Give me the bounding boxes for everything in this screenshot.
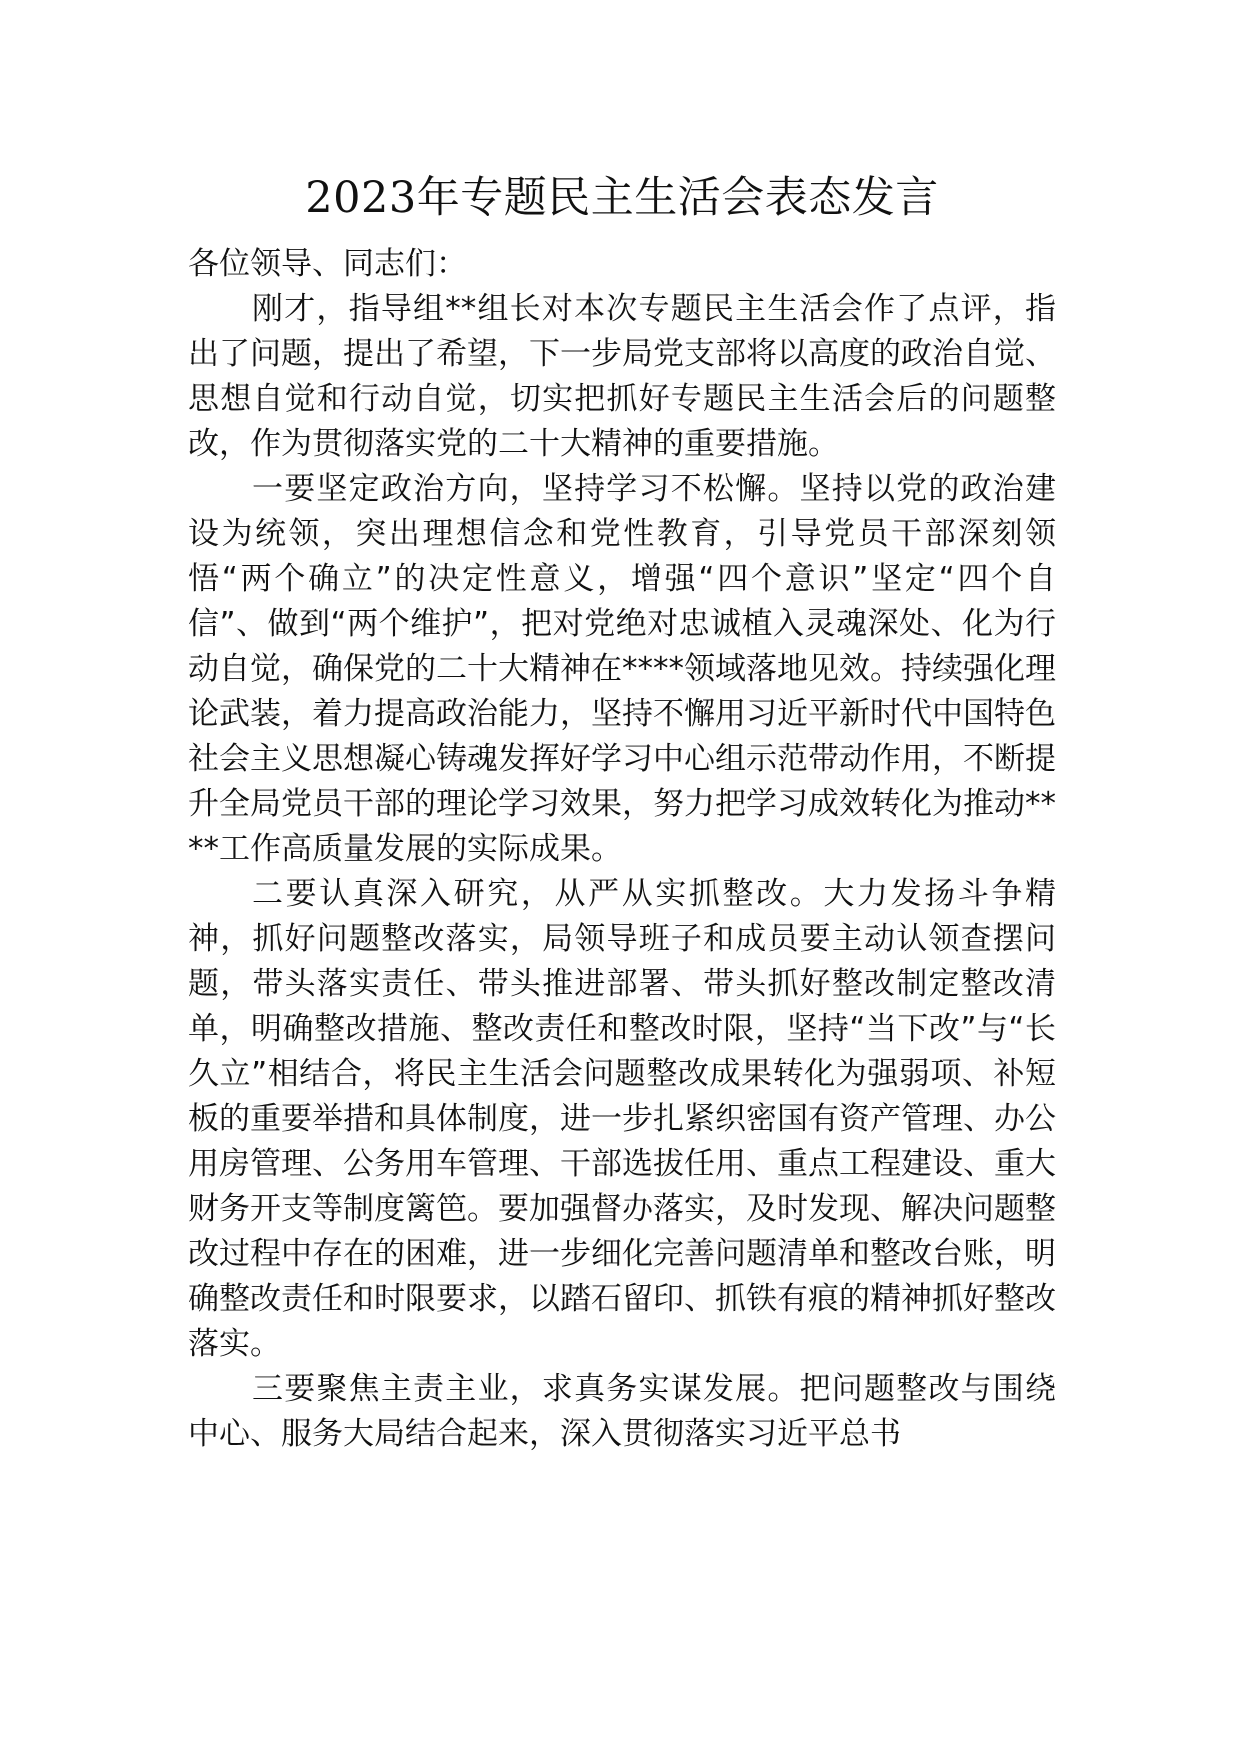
document-title: 2023年专题民主生活会表态发言 (305, 173, 939, 223)
paragraph-1: 刚才，指导组**组长对本次专题民主生活会作了点评，指出了问题，提出了希望，下一步局党支部将以高度的政治自觉、思想自觉和行动自觉，切实把抓好专题民主生活会后的问题整改，作为贯彻落实党的二十大精神的重要措施。 (188, 291, 1056, 462)
document-page (188, 168, 1056, 1457)
paragraph-4: 三要聚焦主责主业，求真务实谋发展。把问题整改与围绕中心、服务大局结合起来，深入贯彻落实习近平总书 (188, 1371, 1056, 1452)
paragraph-3: 二要认真深入研究，从严从实抓整改。大力发扬斗争精神，抓好问题整改落实，局领导班子和成员要主动认领查摆问题，带头落实责任、带头推进部署、带头抓好整改制定整改清单，明确整改措施、整改责任和整改时限，坚持“当下改”与“长久立”相结合，将民主生活会问题整改成果转化为强弱项、补短板的重要举措和具体制度，进一步扎紧织密国有资产管理、办公用房管理、公务用车管理、干部选拔任用、重点工程建设、重大财务开支等制度篱笆。要加强督办落实，及时发现、解决问题整改过程中存在的困难，进一步细化完善问题清单和整改台账，明确整改责任和时限要求，以踏石留印、抓铁有痕的精神抓好整改落实。 (188, 876, 1056, 1362)
paragraph-2: 一要坚定政治方向，坚持学习不松懈。坚持以党的政治建设为统领，突出理想信念和党性教育，引导党员干部深刻领悟“两个确立”的决定性意义，增强“四个意识”坚定“四个自信”、做到“两个维护”，把对党绝对忠诚植入灵魂深处、化为行动自觉，确保党的二十大精神在****领域落地见效。持续强化理论武装，着力提高政治能力，坚持不懈用习近平新时代中国特色社会主义思想凝心铸魂发挥好学习中心组示范带动作用，不断提升全局党员干部的理论学习效果，努力把学习成效转化为推动****工作高质量发展的实际成果。 (188, 471, 1056, 867)
salutation: 各位领导、同志们： (188, 246, 467, 282)
